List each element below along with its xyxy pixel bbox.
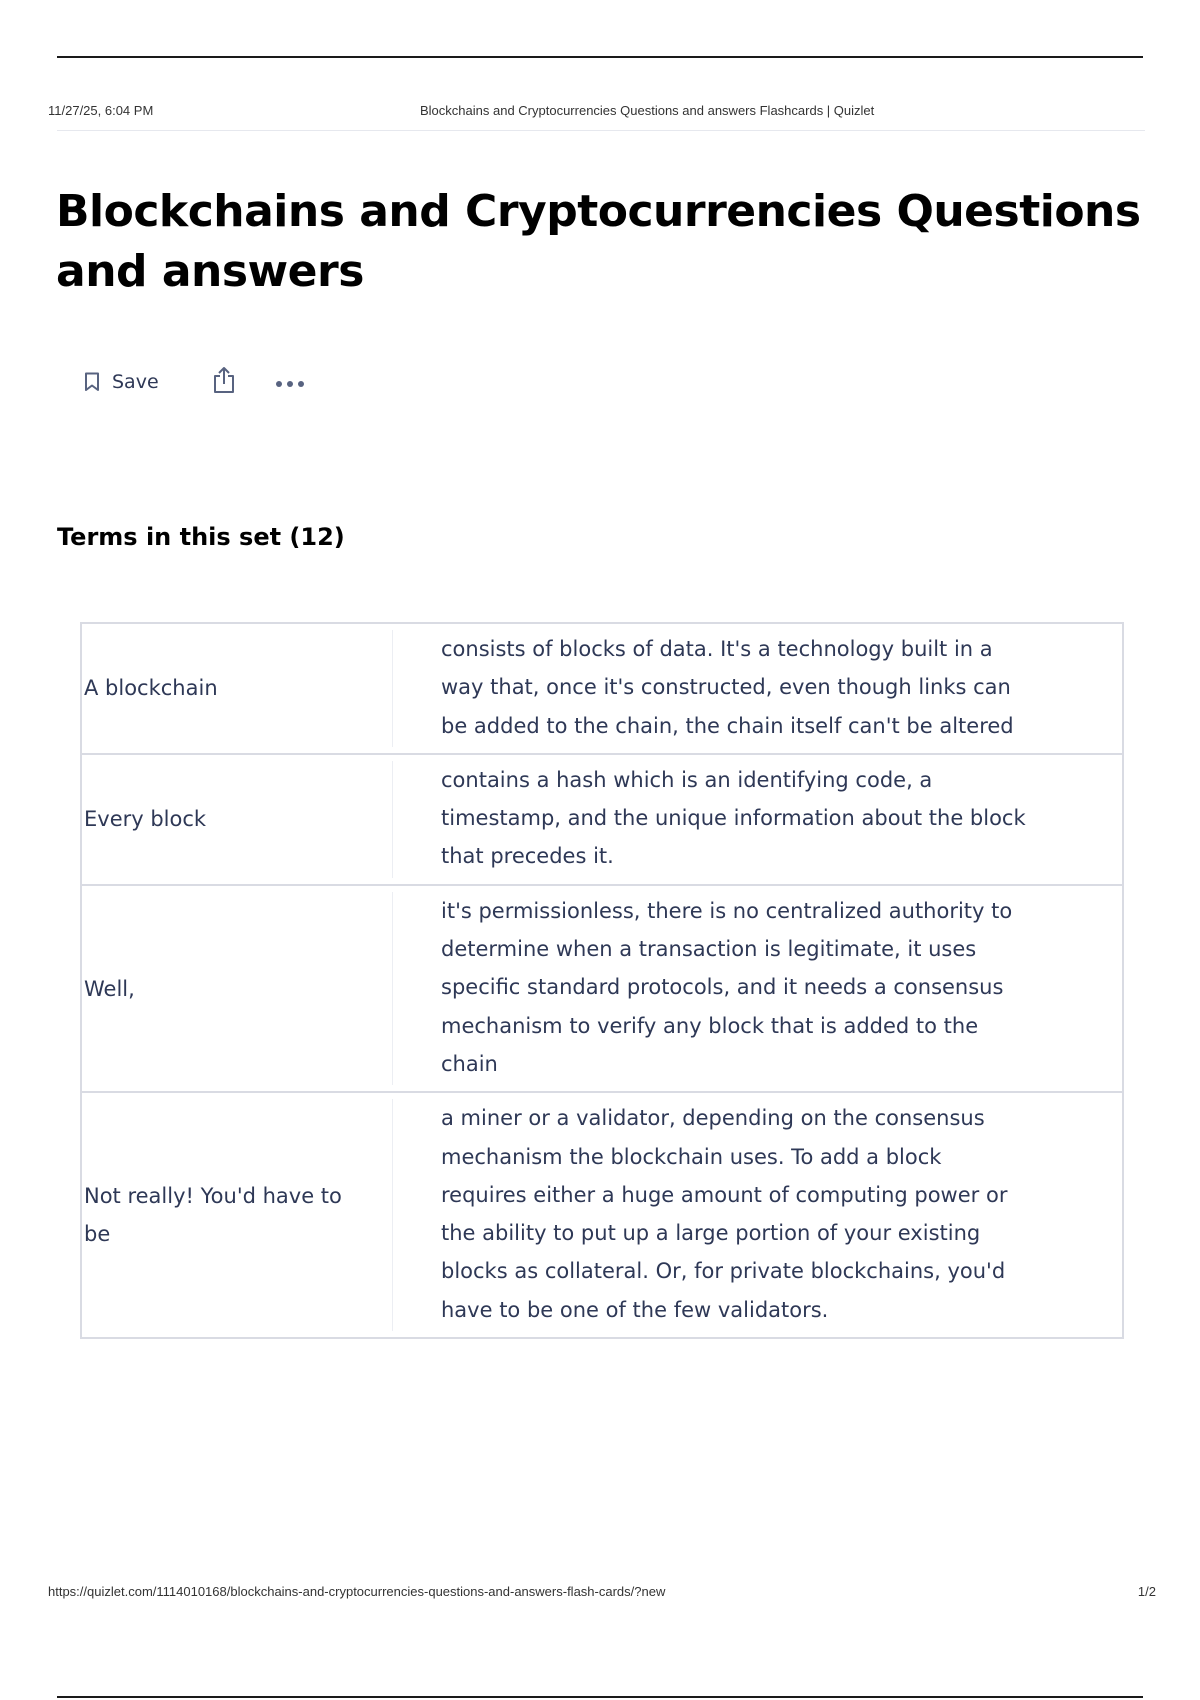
definition-text: consists of blocks of data. It's a technology built in a way that, once it's constructed, even though links can be added to the chain, the chain itself can't be altered bbox=[441, 637, 1014, 738]
top-page-rule bbox=[57, 56, 1143, 58]
definition-text: contains a hash which is an identifying code, a timestamp, and the unique information about the block that precedes it. bbox=[441, 767, 1026, 869]
print-header-divider bbox=[57, 130, 1145, 131]
print-header bbox=[48, 103, 1152, 123]
print-document-title: Blockchains and Cryptocurrencies Questions and answers Flashcards | Quizlet bbox=[420, 103, 875, 118]
share-icon bbox=[211, 366, 237, 398]
term-text: Not really! You'd have to be bbox=[82, 1099, 393, 1331]
print-footer bbox=[48, 1584, 1156, 1604]
term-row bbox=[82, 1093, 1122, 1337]
save-button[interactable] bbox=[84, 371, 159, 393]
print-url: https://quizlet.com/1114010168/blockchains-and-cryptocurrencies-questions-and-answers-flash-cards/?new bbox=[48, 1584, 666, 1599]
more-options-button[interactable] bbox=[275, 373, 305, 392]
definition-text: a miner or a validator, depending on the consensus mechanism the blockchain uses. To add a block requires either a huge amount of computing power or the ability to put up a large portion of your existing blocks as collateral. Or, for private blockchains, you'd have to be one of the few validators. bbox=[441, 1106, 1008, 1322]
term-text: A blockchain bbox=[82, 630, 393, 747]
save-label: Save bbox=[112, 371, 159, 393]
term-text: Every block bbox=[82, 761, 393, 878]
term-row bbox=[82, 886, 1122, 1093]
more-horizontal-icon bbox=[275, 373, 305, 392]
term-row bbox=[82, 624, 1122, 755]
terms-heading: Terms in this set (12) bbox=[57, 523, 345, 551]
print-datetime: 11/27/25, 6:04 PM bbox=[48, 103, 154, 118]
definition-text: it's permissionless, there is no centralized authority to determine when a transaction is legitimate, it uses specific standard protocols, and it needs a consensus mechanism to verify any block that is added to the chain bbox=[441, 898, 1013, 1076]
bookmark-icon bbox=[84, 372, 100, 392]
term-text: Well, bbox=[82, 892, 393, 1085]
page-number: 1/2 bbox=[1137, 1584, 1156, 1599]
term-row bbox=[82, 755, 1122, 886]
bottom-page-rule bbox=[57, 1696, 1143, 1698]
terms-table bbox=[80, 622, 1124, 1339]
share-button[interactable] bbox=[211, 366, 237, 398]
page-title: Blockchains and Cryptocurrencies Questions and answers bbox=[56, 186, 1141, 297]
set-toolbar bbox=[84, 362, 305, 402]
